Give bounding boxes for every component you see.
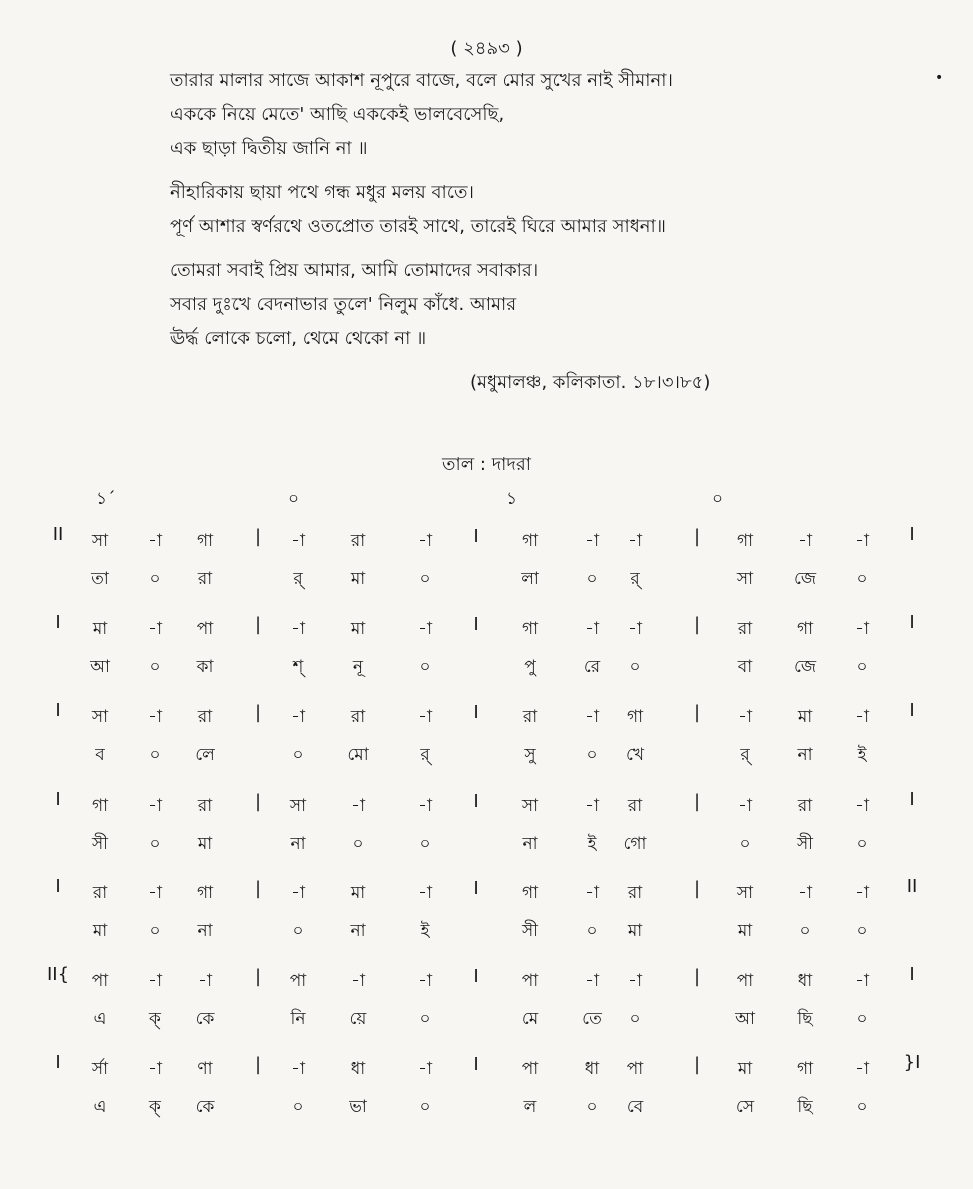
swara-note: রা (197, 796, 213, 816)
swara-note: গা (796, 619, 814, 639)
swara-note: মা (92, 619, 108, 639)
bar-line: | (693, 702, 701, 723)
swara-note: -া (855, 619, 869, 639)
lyric-syllable: বে (626, 1097, 644, 1117)
swara-note: -া (855, 707, 869, 727)
swara-note: মা (350, 619, 366, 639)
lyric-line: নীহারিকায় ছায়া পথে গন্ধ মধুর মলয় বাতে। (170, 182, 474, 203)
citation: (মধুমালঞ্চ, কলিকাতা. ১৮।৩।৮৫) (470, 372, 711, 393)
swara-note: -া (798, 883, 812, 903)
bar-line: | (254, 966, 262, 987)
swara-note: সা (91, 707, 109, 727)
swara-note: -া (585, 971, 599, 991)
lyric-syllable: না (197, 921, 213, 941)
swara-note: -া (855, 531, 869, 551)
lyric-syllable: ই (420, 921, 430, 941)
lyric-syllable: ক্ (149, 1097, 161, 1117)
lyric-syllable: ০ (149, 657, 161, 677)
swara-note: -া (418, 619, 432, 639)
bar-line: I (473, 966, 479, 987)
lyric-syllable: ছি (797, 1097, 813, 1117)
lyric-syllable: সু (524, 745, 536, 765)
swara-note: মা (797, 707, 813, 727)
swara-note: রা (197, 707, 213, 727)
lyric-syllable: ০ (856, 834, 868, 854)
swara-note: -া (585, 619, 599, 639)
swara-note: -া (585, 531, 599, 551)
swara-note: -া (418, 883, 432, 903)
swara-note: -া (628, 971, 642, 991)
lyric-syllable: ০ (149, 745, 161, 765)
bar-line-close: }I (903, 1052, 921, 1073)
lyric-syllable: ছি (797, 1009, 813, 1029)
lyric-line: পূর্ণ আশার স্বর্ণরথে ওতপ্রোত তারই সাথে, তারেই ঘিরে আমার সাধনা॥ (170, 216, 666, 237)
lyric-syllable: জে (793, 569, 817, 589)
lyric-syllable: য়ে (349, 1009, 367, 1029)
swara-note: -া (628, 531, 642, 551)
swara-note: সা (91, 531, 109, 551)
bar-line: I (473, 878, 479, 899)
swara-note: -া (291, 531, 305, 551)
swara-note: -া (738, 707, 752, 727)
lyric-syllable: গো (623, 834, 647, 854)
lyric-syllable: ০ (419, 1009, 431, 1029)
bar-line: | (254, 614, 262, 635)
swara-note: -া (418, 971, 432, 991)
bar-line-open: I (55, 612, 61, 633)
lyric-syllable: ভা (349, 1097, 367, 1117)
swara-note: রা (797, 796, 813, 816)
notation-system (0, 1052, 973, 1136)
swara-note: রা (350, 707, 366, 727)
notation-system (0, 700, 973, 784)
lyric-syllable: ০ (149, 834, 161, 854)
lyric-syllable: ল (523, 1097, 537, 1117)
lyric-syllable: র্ (740, 745, 750, 765)
swara-note: -া (855, 796, 869, 816)
lyric-syllable: ০ (352, 834, 364, 854)
lyric-syllable: না (797, 745, 813, 765)
lyric-syllable: এ (93, 1097, 107, 1117)
swara-note: পা (626, 1059, 644, 1079)
lyric-syllable: না (290, 834, 306, 854)
swara-note: -া (148, 1059, 162, 1079)
swara-note: রা (92, 883, 108, 903)
lyric-syllable: ক্ (149, 1009, 161, 1029)
swara-note: গা (521, 531, 539, 551)
lyric-syllable: ই (587, 834, 597, 854)
lyric-line: এককে নিয়ে মেতে' আছি এককেই ভালবেসেছি, (170, 104, 505, 125)
swara-note: গা (521, 883, 539, 903)
lyric-syllable: রা (197, 569, 213, 589)
notation-system (0, 524, 973, 608)
bar-line-open: II{ (46, 964, 70, 985)
lyric-syllable: ০ (586, 745, 598, 765)
stanza-2 (170, 176, 910, 244)
lyric-syllable: কে (195, 1097, 215, 1117)
bar-line: | (254, 878, 262, 899)
swara-note: ধা (797, 971, 813, 991)
bar-line: | (693, 878, 701, 899)
swara-note: গা (736, 531, 754, 551)
tala-heading: তাল : দাদরা (442, 454, 531, 475)
lyric-syllable: পু (524, 657, 536, 677)
swara-note: গা (196, 531, 214, 551)
swara-note: -া (418, 707, 432, 727)
swara-note: সা (289, 796, 307, 816)
bar-line-close: II (906, 876, 918, 897)
swara-note: -া (351, 971, 365, 991)
lyric-syllable: ০ (629, 1009, 641, 1029)
swara-note: -া (291, 883, 305, 903)
lyric-syllable: মো (347, 745, 369, 765)
bar-line: I (473, 1054, 479, 1075)
beat-marker: ১´ (96, 489, 116, 509)
beat-marker: ১ (506, 489, 518, 509)
stray-dot: • (935, 70, 944, 86)
lyric-syllable: ০ (799, 921, 811, 941)
bar-line: | (693, 966, 701, 987)
bar-line: | (254, 702, 262, 723)
lyric-syllable: না (350, 921, 366, 941)
swara-note: গা (626, 707, 644, 727)
swara-note: -া (585, 707, 599, 727)
swara-note: -া (291, 1059, 305, 1079)
lyric-syllable: ০ (586, 1097, 598, 1117)
lyric-line: ঊর্দ্ধ লোকে চলো, থেমে থেকো না ॥ (170, 328, 427, 349)
bar-line: | (254, 791, 262, 812)
swara-note: পা (736, 971, 754, 991)
bar-line-open: I (55, 876, 61, 897)
swara-note: রা (737, 619, 753, 639)
swara-note: -া (148, 707, 162, 727)
lyric-syllable: সী (796, 834, 814, 854)
lyric-syllable: ০ (419, 569, 431, 589)
swara-note: মা (737, 1059, 753, 1079)
lyric-syllable: লা (521, 569, 539, 589)
swara-note: -া (291, 707, 305, 727)
lyric-syllable: এ (93, 1009, 107, 1029)
swara-note: পা (289, 971, 307, 991)
lyric-syllable: সী (521, 921, 539, 941)
lyric-syllable: ০ (629, 657, 641, 677)
swara-note: -া (628, 619, 642, 639)
notation-system (0, 612, 973, 696)
beat-marker: ০ (288, 489, 300, 509)
lyric-syllable: আ (735, 1009, 755, 1029)
beat-marker: ০ (712, 489, 724, 509)
lyric-syllable: লে (195, 745, 215, 765)
swara-note: -া (585, 796, 599, 816)
lyric-syllable: র্ (420, 745, 430, 765)
swara-note: রা (627, 883, 643, 903)
swara-note: -া (738, 796, 752, 816)
bar-line-close: I (909, 612, 915, 633)
lyric-syllable: মা (737, 921, 753, 941)
bar-line: | (693, 526, 701, 547)
swara-note: পা (521, 971, 539, 991)
swara-note: -া (585, 883, 599, 903)
lyric-syllable: ০ (856, 657, 868, 677)
swara-note: -া (291, 619, 305, 639)
bar-line-close: I (909, 700, 915, 721)
bar-line: | (693, 1054, 701, 1075)
bar-line-close: I (909, 964, 915, 985)
lyric-syllable: রে (583, 657, 601, 677)
bar-line: | (254, 526, 262, 547)
swara-note: গা (91, 796, 109, 816)
lyric-syllable: ০ (419, 1097, 431, 1117)
swara-note: ণা (197, 1059, 213, 1079)
lyric-syllable: ০ (292, 1097, 304, 1117)
lyric-syllable: ০ (586, 921, 598, 941)
swara-note: সা (736, 883, 754, 903)
swara-note: গা (196, 883, 214, 903)
bar-line: | (693, 791, 701, 812)
notation-system (0, 789, 973, 873)
lyric-syllable: ০ (149, 569, 161, 589)
lyric-syllable: সে (735, 1097, 755, 1117)
bar-line-close: I (909, 524, 915, 545)
lyric-syllable: ০ (586, 569, 598, 589)
lyric-syllable: বা (737, 657, 753, 677)
song-lyrics (170, 64, 910, 356)
lyric-syllable: ০ (419, 657, 431, 677)
lyric-syllable: মে (521, 1009, 539, 1029)
lyric-line: এক ছাড়া দ্বিতীয় জানি না ॥ (170, 138, 368, 159)
swara-note: -া (798, 531, 812, 551)
lyric-syllable: নি (290, 1009, 306, 1029)
page-number: ( ২৪৯৩ ) (450, 38, 523, 59)
lyric-syllable: মা (92, 921, 108, 941)
lyric-syllable: ব (95, 745, 105, 765)
lyric-syllable: ০ (739, 834, 751, 854)
lyric-syllable: ০ (856, 1097, 868, 1117)
bar-line: I (473, 526, 479, 547)
swara-note: রা (627, 796, 643, 816)
swara-note: -া (148, 531, 162, 551)
lyric-syllable: ০ (856, 921, 868, 941)
lyric-syllable: মা (350, 569, 366, 589)
bar-line-open: I (55, 700, 61, 721)
swara-note: -া (418, 796, 432, 816)
stanza-3 (170, 254, 910, 356)
bar-line: I (473, 791, 479, 812)
swara-note: র্সা (91, 1059, 109, 1079)
lyric-syllable: র্ (293, 569, 303, 589)
swara-note: ধা (350, 1059, 366, 1079)
bar-line: I (473, 702, 479, 723)
notation-system (0, 876, 973, 960)
beat-markers (0, 486, 973, 510)
lyric-syllable: ০ (856, 569, 868, 589)
swara-note: -া (855, 1059, 869, 1079)
lyric-syllable: কে (195, 1009, 215, 1029)
lyric-syllable: ০ (292, 745, 304, 765)
swara-note: মা (350, 883, 366, 903)
lyric-syllable: না (522, 834, 538, 854)
bar-line: I (473, 614, 479, 635)
swara-note: -া (418, 1059, 432, 1079)
swara-note: গা (521, 619, 539, 639)
bar-line-open: I (55, 1052, 61, 1073)
lyric-syllable: ০ (149, 921, 161, 941)
notation-system (0, 964, 973, 1048)
lyric-syllable: খে (625, 745, 645, 765)
bar-line-open: I (55, 789, 61, 810)
swara-note: -া (148, 971, 162, 991)
swara-note: ধা (584, 1059, 600, 1079)
lyric-syllable: ০ (856, 1009, 868, 1029)
lyric-syllable: র্ (630, 569, 640, 589)
swara-note: পা (521, 1059, 539, 1079)
lyric-syllable: শ্ (292, 657, 304, 677)
swara-note: -া (148, 796, 162, 816)
lyric-syllable: সা (736, 569, 754, 589)
lyric-syllable: মা (627, 921, 643, 941)
lyric-syllable: তা (91, 569, 109, 589)
swara-note: গা (796, 1059, 814, 1079)
swara-note: রা (522, 707, 538, 727)
swara-note: -া (148, 619, 162, 639)
swara-note: পা (91, 971, 109, 991)
swara-note: -া (418, 531, 432, 551)
lyric-syllable: তে (582, 1009, 602, 1029)
lyric-syllable: ই (857, 745, 867, 765)
lyric-syllable: ০ (419, 834, 431, 854)
bar-line-open: II (52, 524, 64, 545)
lyric-syllable: নূ (352, 657, 364, 677)
lyric-syllable: জে (793, 657, 817, 677)
lyric-line: সবার দুঃখে বেদনাভার তুলে' নিলুম কাঁধে. আমার (170, 294, 517, 315)
lyric-syllable: সী (91, 834, 109, 854)
lyric-syllable: আ (90, 657, 110, 677)
swara-note: -া (198, 971, 212, 991)
swara-note: -া (855, 971, 869, 991)
stanza-1 (170, 64, 910, 166)
bar-line-close: I (909, 789, 915, 810)
lyric-syllable: ০ (292, 921, 304, 941)
swara-note: -া (351, 796, 365, 816)
swara-note: -া (855, 883, 869, 903)
bar-line: | (254, 1054, 262, 1075)
lyric-syllable: কা (196, 657, 214, 677)
swara-note: পা (196, 619, 214, 639)
bar-line: | (693, 614, 701, 635)
swara-note: -া (148, 883, 162, 903)
lyric-line: তোমরা সবাই প্রিয় আমার, আমি তোমাদের সবাকার। (170, 260, 539, 281)
lyric-syllable: মা (197, 834, 213, 854)
swara-note: সা (521, 796, 539, 816)
swara-note: রা (350, 531, 366, 551)
lyric-line: তারার মালার সাজে আকাশ নূপুরে বাজে, বলে মোর সুখের নাই সীমানা। (170, 70, 673, 91)
